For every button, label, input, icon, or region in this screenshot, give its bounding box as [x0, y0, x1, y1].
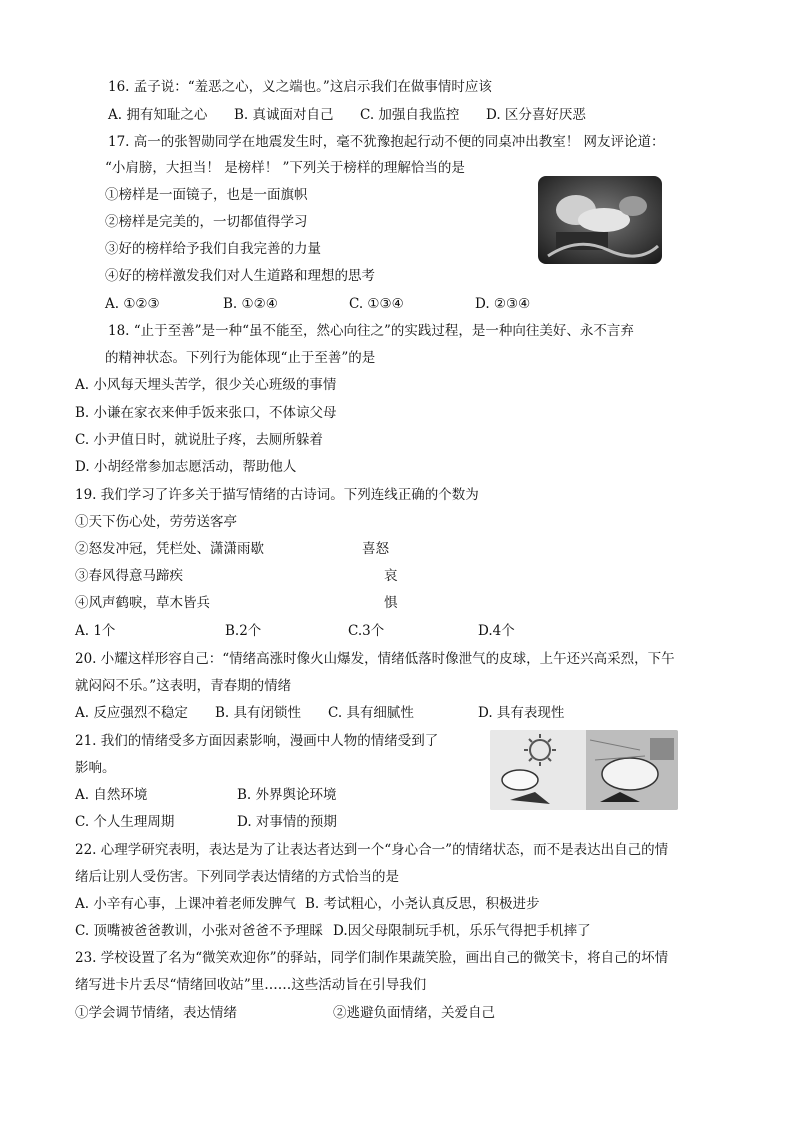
q18-stem-line2: 的精神状态。下列行为能体现“止于至善”的是 — [105, 350, 376, 366]
q17-statement-3: ③好的榜样给予我们自我完善的力量 — [105, 241, 321, 257]
q23-stem-line1: 23. 学校设置了名为“微笑欢迎你”的驿站，同学们制作果蔬笑脸，画出自己的微笑卡，将自己的坏情 — [75, 950, 669, 966]
q19-option-b: B.2个 — [225, 623, 262, 639]
q17-statement-2: ②榜样是完美的，一切都值得学习 — [105, 214, 308, 230]
q17-option-a: A. ①②③ — [105, 296, 160, 312]
q18-option-b: B. 小谦在家衣来伸手饭来张口，不体谅父母 — [75, 405, 337, 421]
q17-statement-4: ④好的榜样激发我们对人生道路和理想的思考 — [105, 268, 375, 284]
q18-option-c: C. 小尹值日时，就说肚子疼，去厕所躲着 — [75, 432, 323, 448]
q21-stem-line2: 影响。 — [75, 760, 116, 776]
q20-option-d: D. 具有表现性 — [478, 705, 565, 721]
q22-option-d: D.因父母限制玩手机，乐乐气得把手机摔了 — [333, 923, 591, 939]
q21-option-a: A. 自然环境 — [75, 787, 148, 803]
q16-option-c: C. 加强自我监控 — [360, 107, 460, 123]
q19-emotion-3: 惧 — [384, 595, 398, 611]
q20-stem-line1: 20. 小耀这样形容自己：“情绪高涨时像火山爆发，情绪低落时像泄气的皮球，上午还兴高采烈，下午 — [75, 651, 675, 667]
q17-stem-line1: 17. 高一的张智勋同学在地震发生时，毫不犹豫抱起行动不便的同桌冲出教室！ 网友评论道： — [108, 134, 665, 150]
q20-option-c: C. 具有细腻性 — [328, 705, 414, 721]
q21-cartoon-image — [490, 730, 678, 810]
q19-stem: 19. 我们学习了许多关于描写情绪的古诗词。下列连线正确的个数为 — [75, 487, 479, 503]
q19-poem-2: ②怒发冲冠，凭栏处、潇潇雨歇 — [75, 541, 264, 557]
q19-poem-4: ④风声鹤唳，草木皆兵 — [75, 595, 210, 611]
q22-option-b: B. 考试粗心，小尧认真反思，积极进步 — [305, 896, 540, 912]
q18-option-d: D. 小胡经常参加志愿活动，帮助他人 — [75, 459, 297, 475]
q18-stem-line1: 18. “止于至善”是一种“虽不能至，然心向往之”的实践过程，是一种向往美好、永不言弃 — [108, 323, 634, 339]
q19-option-d: D.4个 — [478, 623, 515, 639]
q18-option-a: A. 小风每天埋头苦学，很少关心班级的事情 — [75, 377, 337, 393]
q21-option-b: B. 外界舆论环境 — [237, 787, 337, 803]
q16-option-a: A. 拥有知耻之心 — [108, 107, 208, 123]
q16-option-b: B. 真诚面对自己 — [234, 107, 334, 123]
q16-option-d: D. 区分喜好厌恶 — [486, 107, 586, 123]
q23-statement-2: ②逃避负面情绪，关爱自己 — [333, 1005, 495, 1021]
q22-option-c: C. 顶嘴被爸爸教训，小张对爸爸不予理睬 — [75, 923, 323, 939]
q17-option-d: D. ②③④ — [475, 296, 531, 312]
q19-option-a: A. 1个 — [75, 623, 116, 639]
q21-option-c: C. 个人生理周期 — [75, 814, 175, 830]
q17-option-c: C. ①③④ — [349, 296, 404, 312]
q22-stem-line2: 绪后让别人受伤害。下列同学表达情绪的方式恰当的是 — [75, 869, 399, 885]
q19-poem-1: ①天下伤心处，劳劳送客亭 — [75, 514, 237, 530]
q23-stem-line2: 绪写进卡片丢尽“情绪回收站”里……这些活动旨在引导我们 — [75, 977, 427, 993]
q23-statement-1: ①学会调节情绪，表达情绪 — [75, 1005, 237, 1021]
q19-poem-3: ③春风得意马蹄疾 — [75, 568, 183, 584]
q19-option-c: C.3个 — [348, 623, 385, 639]
q19-emotion-1: 喜怒 — [362, 541, 389, 557]
q22-option-a: A. 小辛有心事，上课冲着老师发脾气 — [75, 896, 296, 912]
q21-option-d: D. 对事情的预期 — [237, 814, 337, 830]
q20-stem-line2: 就闷闷不乐。”这表明，青春期的情绪 — [75, 678, 292, 694]
q17-stem-line2: “小肩膀，大担当！ 是榜样！ ”下列关于榜样的理解恰当的是 — [105, 160, 465, 176]
q17-statement-1: ①榜样是一面镜子，也是一面旗帜 — [105, 187, 308, 203]
q19-emotion-2: 哀 — [384, 568, 398, 584]
q20-option-a: A. 反应强烈不稳定 — [75, 705, 188, 721]
q16-stem: 16. 孟子说：“羞恶之心，义之端也。”这启示我们在做事情时应该 — [108, 79, 492, 95]
q17-option-b: B. ①②④ — [223, 296, 278, 312]
q17-photo — [538, 176, 662, 264]
q22-stem-line1: 22. 心理学研究表明，表达是为了让表达者达到一个“身心合一”的情绪状态，而不是表达出自己的情 — [75, 842, 669, 858]
q21-stem-line1: 21. 我们的情绪受多方面因素影响，漫画中人物的情绪受到了 — [75, 733, 439, 749]
q20-option-b: B. 具有闭锁性 — [215, 705, 302, 721]
